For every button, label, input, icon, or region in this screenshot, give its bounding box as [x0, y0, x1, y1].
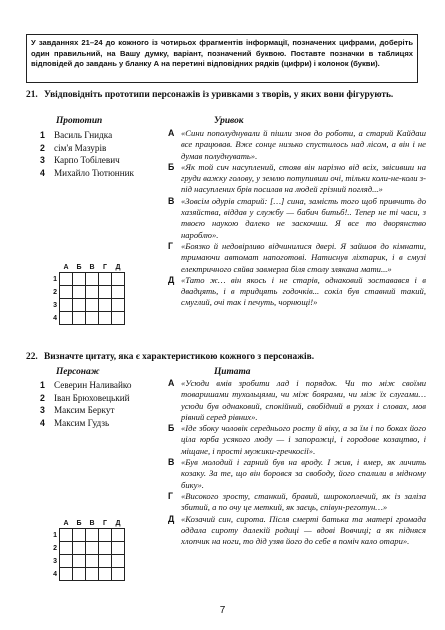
grid-row-label: 1 [53, 531, 57, 539]
grid-column-header: В [89, 264, 95, 271]
answer-cell[interactable] [112, 299, 125, 312]
grid-column-header: В [89, 520, 95, 527]
option-item: Г «Боязко й недовірливо відчинилися двері. Я зайшов до кімнати, тримаючи автомат напоготові. Натиснув ліхтарик, і в смузі електричного сяйва завмерла біля столу зляканa мати...» [168, 240, 426, 274]
answer-cell[interactable] [99, 555, 112, 568]
list-item: 1 Василь Гнидка [40, 130, 113, 140]
answer-cell[interactable] [86, 286, 99, 299]
answer-cell[interactable] [99, 286, 112, 299]
question-22-number: 22. [26, 352, 38, 362]
answer-cell[interactable] [112, 273, 125, 286]
answer-cell[interactable] [99, 299, 112, 312]
option-item: Б «Іде збоку чоловік середнього росту й віку, а за їм і по боках його ціла юрба усякого люду — і запорожці, і городове козацтво, і міщане, і прості мужики-гречкосії». [168, 423, 426, 456]
grid-column-header: Г [103, 264, 107, 271]
answer-cell[interactable] [86, 299, 99, 312]
option-item: А «Усюди вмів зробити лад і порядок. Чи то між своїми товаришами тухольцями, чи між боярами, чи між їх слугами… усюди був однаковий, спокійний, свобідний в рухах і словах, мов рівний серед рівних». [168, 378, 426, 422]
q21-options-list [168, 128, 426, 309]
answer-cell[interactable] [73, 286, 86, 299]
grid-row-label: 2 [53, 544, 57, 552]
option-item: В «Зовсім одурів старий: […] сина, замість того щоб привчить до хазяйства, віддав у службу — бабич битьб!.. Тепер не ті часи, з твоєю наукою далеко не заскочиш. Я все то дворянство нароблю». [168, 195, 426, 240]
option-item: Д «Козачий син, сирота. Після смерті батька та матері громада оддала сироту далекій родиці — вдові Вовчиці; а як підняся хлопчик на ноги, то дід узяв його до себе в поміч кало отари». [168, 513, 426, 547]
list-item: 2 Іван Брюховецький [40, 392, 130, 403]
list-item: 4 Максим Гудзь [40, 417, 110, 428]
answer-cell[interactable] [60, 568, 73, 581]
q21-right-header: Уривок [214, 116, 244, 126]
answer-cell[interactable] [60, 555, 73, 568]
grid-column-header: Д [115, 520, 121, 527]
grid-column-header: Б [76, 264, 82, 271]
answer-cell[interactable] [73, 529, 86, 542]
question-22-text: Визначте цитату, яка є характеристикою кожного з персонажів. [44, 352, 315, 362]
answer-cell[interactable] [60, 273, 73, 286]
answer-cell[interactable] [60, 299, 73, 312]
grid-column-header: Д [115, 264, 121, 271]
q22-items-list [40, 379, 160, 429]
q22-left-header: Персонаж [56, 367, 100, 377]
answer-cell[interactable] [86, 273, 99, 286]
grid-column-header: А [63, 264, 69, 271]
option-item: В «Був молодий і гарний був на вроду. І жив, і вмер, як личить козаку. За те, що він боровся за свободу, його спалили в мідному бику». [168, 457, 426, 490]
answer-cell[interactable] [112, 555, 125, 568]
question-21-number: 21. [26, 90, 38, 100]
q22-right-header: Цитата [214, 367, 251, 377]
grid-column-header: Г [103, 520, 107, 527]
answer-cell[interactable] [86, 312, 99, 325]
answer-cell[interactable] [99, 273, 112, 286]
answer-cell[interactable] [73, 299, 86, 312]
answer-cell[interactable] [60, 529, 73, 542]
grid-row-label: 3 [53, 301, 57, 309]
grid-row-label: 4 [53, 314, 57, 322]
answer-cell[interactable] [112, 568, 125, 581]
option-item: Г «Високого зросту, станкий, бравий, широкоплечий, як із заліза збитий, а по очу це меткий, як заєць, співун-реготун…» [168, 490, 426, 513]
question-21-text: Увідповідніть прототипи персонажів із уривками з творів, у яких вони фігурують. [44, 90, 394, 100]
answer-cell[interactable] [60, 286, 73, 299]
answer-cell[interactable] [60, 542, 73, 555]
list-item: 4 Михайло Тютюнник [40, 167, 135, 178]
page-number: 7 [219, 605, 226, 616]
answer-cell[interactable] [99, 529, 112, 542]
answer-cell[interactable] [86, 568, 99, 581]
option-item: Б «Як той сич насуплений, стояв він нарізно від всіх, звісивши на груди важку голову, у землю потупивши очі, тільки коли-не-коли з-під насуплених брів посилав на людей грізний погляд...» [168, 161, 426, 195]
grid-column-header: А [63, 520, 69, 527]
list-item: 1 Северин Наливайко [40, 380, 132, 390]
answer-cell[interactable] [99, 568, 112, 581]
q21-left-header: Прототип [56, 116, 103, 126]
answer-cell[interactable] [112, 286, 125, 299]
q22-answer-grid [48, 519, 125, 581]
grid-row-label: 4 [53, 570, 57, 578]
answer-cell[interactable] [73, 555, 86, 568]
answer-cell[interactable] [86, 555, 99, 568]
answer-cell[interactable] [73, 273, 86, 286]
grid-row-label: 2 [53, 288, 57, 296]
list-item: 3 Максим Беркут [40, 405, 115, 415]
question-22-title [26, 351, 426, 363]
answer-cell[interactable] [86, 542, 99, 555]
answer-cell[interactable] [86, 529, 99, 542]
answer-cell[interactable] [73, 542, 86, 555]
instructions-box: У завданнях 21–24 до кожного із чотирьох фрагментів інформації, позначених цифрами, доберіть один правильний, на Вашу думку, варіант, позначений буквою. Поставте позначки в таблицях відповідей до завдань у бланку А на перетині відповідних рядків (цифри) і колонок (букви). [26, 34, 418, 83]
answer-cell[interactable] [112, 529, 125, 542]
answer-cell[interactable] [73, 312, 86, 325]
list-item: 2 сім'я Мазурів [40, 142, 107, 153]
q22-options-list [168, 378, 426, 547]
answer-cell[interactable] [99, 542, 112, 555]
q21-answer-grid [48, 263, 125, 325]
answer-cell[interactable] [99, 312, 112, 325]
answer-cell[interactable] [73, 568, 86, 581]
grid-row-label: 1 [53, 275, 57, 283]
grid-row-label: 3 [53, 557, 57, 565]
answer-cell[interactable] [60, 312, 73, 325]
option-item: Д «Тато ж… він якось і не старів, однаковий зоставався і в двадцять, і в тридцять годочків... сокіл був ставний такий, смуглий, очі так і печуть, чорнющі!» [168, 274, 426, 308]
list-item: 3 Карпо Тобілевич [40, 155, 120, 165]
answer-cell[interactable] [112, 542, 125, 555]
grid-column-header: Б [76, 520, 82, 527]
question-21-title [26, 89, 426, 101]
answer-cell[interactable] [112, 312, 125, 325]
q21-items-list [40, 129, 160, 179]
option-item: А «Сини пополуднували й пішли знов до роботи, а старий Кайдаш все працював. Вже сонце низько спустилось над лісом, а він і не думав полуднувать». [168, 128, 426, 161]
